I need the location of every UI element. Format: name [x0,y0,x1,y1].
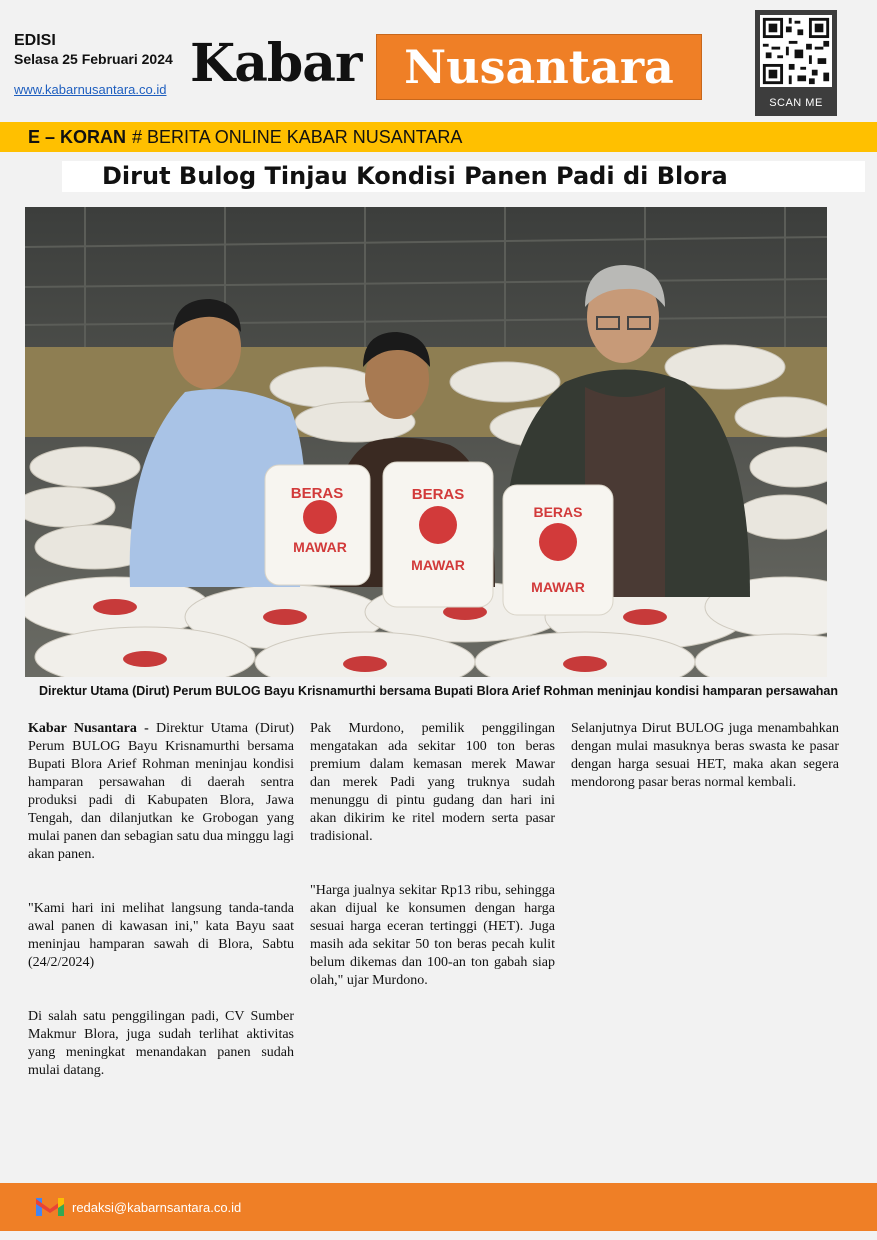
photo-caption: Direktur Utama (Dirut) Perum BULOG Bayu Krisnamurthi bersama Bupati Blora Arief Rohman meninjau kondisi hamparan persawahan [38,684,838,698]
website-link[interactable]: www.kabarnusantara.co.id [14,82,167,97]
logo-nusantara-box [376,34,702,100]
edition-block [14,32,173,97]
edition-label: EDISI [14,32,56,49]
gmail-icon [36,1196,64,1218]
svg-text:BERAS: BERAS [533,504,583,520]
article-photo [25,207,827,677]
article-column-3 [571,720,839,828]
svg-text:MAWAR: MAWAR [531,579,585,595]
rice-bag-center [383,462,493,607]
edition-date: Selasa 25 Februari 2024 [14,51,173,67]
svg-text:BERAS: BERAS [411,486,465,503]
rice-bag-left [265,465,370,585]
contact-email[interactable]: redaksi@kabarnsantara.co.id [72,1199,242,1215]
byline: Kabar Nusantara - [28,721,149,736]
paragraph: Kabar Nusantara - Direktur Utama (Dirut) Perum BULOG Bayu Krisnamurthi bersama Bupati Blora Arief Rohman meninjau kondisi hamparan persawahan di daerah sentra produksi padi di Kabupaten Blora, Jawa Tengah, dan dilanjutkan ke Grobogan yang mulai panen dan sebagian satu dua minggu lagi akan panen. [28,721,294,862]
svg-text:BERAS: BERAS [290,485,344,502]
section-tagline: # BERITA ONLINE KABAR NUSANTARA [132,126,463,147]
article-headline: Dirut Bulog Tinjau Kondisi Panen Padi di Blora [102,162,728,190]
article-column-1 [28,720,294,1116]
svg-text:MAWAR: MAWAR [293,539,347,555]
logo-kabar: Kabar [190,33,362,94]
photo-illustration [25,207,827,677]
paragraph: "Harga jualnya sekitar Rp13 ribu, sehingga akan dijual ke konsumen dengan harga sesuai harga eceran tertinggi (HET). Juga masih ada sekitar 50 ton beras pecah kulit belum dikemas dan 100-an ton gabah siap olah," ujar Murdono. [310,883,555,988]
footer-bar [0,1183,877,1231]
section-label: E – KORAN [28,126,127,147]
article-column-2 [310,720,555,1026]
paragraph: Di salah satu penggilingan padi, CV Sumber Makmur Blora, juga sudah terlihat aktivitas yang meningkat menandakan panen sudah mulai datang. [28,1009,294,1078]
qr-code-icon [760,15,832,87]
logo-nusantara: Nusantara [404,40,674,94]
scan-me-label: SCAN ME [769,97,823,109]
rice-bag-right [503,485,613,615]
paragraph: "Kami hari ini melihat langsung tanda-tanda awal panen di kawasan ini," kata Bayu saat meninjau hamparan sawah di Blora, Sabtu (24/2/2024) [28,901,294,970]
paragraph: Selanjutnya Dirut BULOG juga menambahkan dengan mulai masuknya beras swasta ke pasar dengan harga sesuai HET, maka akan segera mendorong pasar beras normal kembali. [571,721,839,790]
qr-code[interactable] [755,10,837,116]
section-bar [0,122,877,152]
svg-text:MAWAR: MAWAR [411,557,465,573]
paragraph: Pak Murdono, pemilik penggilingan mengatakan ada sekitar 100 ton beras premium dalam kemasan merek Mawar dan merek Padi yang truknya sudah menunggu di pintu gudang dan hari ini akan dikirim ke ritel modern serta pasar tradisional. [310,721,555,844]
headline-box [62,161,865,192]
